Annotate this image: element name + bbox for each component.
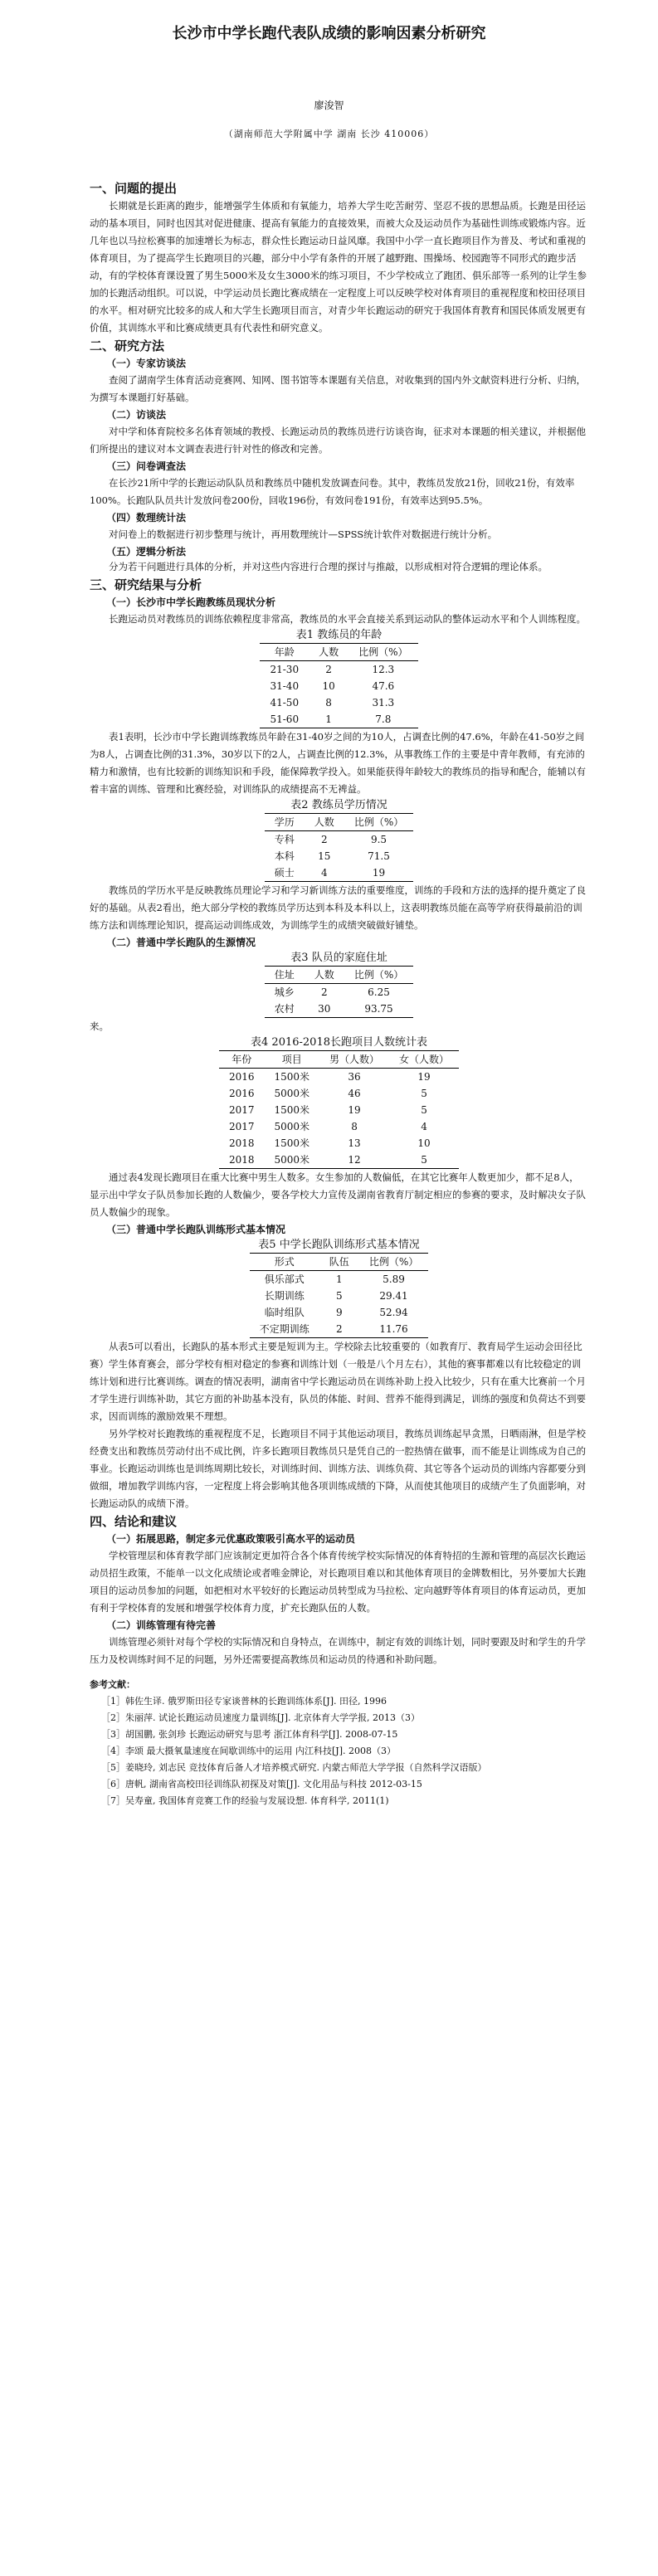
subsection-heading: （一）拓展思路，制定多元优惠政策吸引高水平的运动员 [106,1533,356,1545]
paragraph: 学校管理层和体育教学部门应该制定更加符合各个体育传统学校实际情况的体育特招的生源和管理的高层次长跑运动员招生政策，不能单一以文化成绩论或者唯金牌论，对长跑项目难以和其他体育项目的金牌数相比，另外要加大长跑项目的运动员参加的问题，如把相对水平较好的长跑运动员转型成为马拉松、定向越野等体育项目的体育运动员，更加有利于学校体育的发展和增强学校体育力度，扩充长跑队伍的人数。 [90,1550,586,1614]
table-cell: 31-40 [270,680,300,692]
table-caption: 表2 教练员学历情况 [290,799,387,811]
table-cell: 6.25 [368,986,390,998]
table-caption: 表4 2016-2018长跑项目人数统计表 [251,1036,427,1049]
reference-item: ［6］唐帆, 湖南省高校田径训练队初探及对策[J]. 文化用品与科技 2012-03-15 [101,1779,422,1790]
paragraph: 通过表4发现长跑项目在重大比赛中男生人数多。女生参加的人数偏低，在其它比赛年人数更加少，都不足8人，显示出中学女子队员参加长跑的人数偏少，要各学校大力宣传及湖南省教育厅制定相应的参赛的要求，及时解决女子队员人数偏少的现象。 [90,1171,586,1218]
table-participants-2016-2018 [219,1050,459,1169]
table-cell: 9.5 [370,834,387,845]
table-caption: 表1 教练员的年龄 [295,629,383,641]
table-header: 形式 [250,1254,319,1271]
table-cell: 19 [344,864,413,882]
paragraph: 教练员的学历水平是反映教练员理论学习和学习新训练方法的重要维度，训练的手段和方法的选择的提升奠定了良好的基础。从表2看出，绝大部分学校的教练员学历达到本科及本科以上，这表明教练员能在高等学府获得最前沿的训练方法和训练理论知识，提高运动训练成效，为训练学生的成绩突破做好铺垫。 [90,884,586,931]
table-header: 比例（%） [348,644,417,661]
table-cell: 93.75 [344,1001,413,1018]
reference-item: ［3］胡国鹏, 张剑珍 长跑运动研究与思考 浙江体育科学[J]. 2008-07-15 [101,1729,398,1740]
table-cell: 19 [348,1104,361,1116]
table-header: 比例（%） [344,967,413,984]
table-home-address [265,966,413,1018]
table-cell: 本科 [274,850,295,862]
author-name: 廖浚智 [314,100,344,111]
table-cell: 29.41 [379,1290,408,1302]
reference-item: ［7］吴寿童, 我国体育竞赛工作的经验与发展设想. 体育科学, 2011(1) [101,1795,389,1806]
paragraph: 表1表明，长沙市中学长跑训练教练员年龄在31-40岁之间的为10人，占调查比例的47.6%，年龄在41-50岁之间为8人，占调查比例的31.3%，30岁以下的2人，占调查比例的12.3%，从事教练工作的主要是中青年教师，有充沛的精力和激情，也有比较新的训练知识和手段，能保障教学投入。如果能获得年龄较大的教练员的指导和配合，能辅以有着丰富的训练、管理和比赛经验，对训练队的成绩提高不无裨益。 [90,731,586,795]
table-cell: 21-30 [270,664,300,675]
table-cell: 2 [319,1321,359,1338]
table-cell: 1 [309,711,348,728]
subsection-heading: （二）训练管理有待完善 [106,1619,217,1631]
table-cell: 10 [417,1137,431,1149]
table-cell: 1 [335,1273,343,1285]
section-heading: 四、结论和建议 [90,1514,178,1529]
subsection-heading: （一）长沙市中学长跑教练员现状分析 [106,597,276,608]
paragraph: 训练管理必须针对每个学校的实际情况和自身特点，在训练中，制定有效的训练计划，同时要跟及时和学生的升学压力及校训练时间不足的问题，另外还需要提高教练员和运动员的待遇和补助问题。 [90,1636,586,1665]
table-cell: 2 [320,834,328,845]
subsection-heading: （二）访谈法 [106,409,167,421]
table-cell: 5.89 [383,1273,405,1285]
paragraph: 从表5可以看出，长跑队的基本形式主要是短训为主。学校除去比较重要的（如教育厅、教育局学生运动会田径比赛）学生体育赛会，部分学校有相对稳定的参赛和训练计划（一般是八个月左右），其他的赛事都难以有比较稳定的训练计划和进行比赛训练。调查的情况表明，湖南省中学长跑运动员在训练补助上投入比较少，只有在重大比赛前一个月才学生进行训练补助，其它方面的补助基本没有，队员的体能、时间、营养不能得到满足，训练的强度和负荷达不到要求，因而训练的激励效果不理想。 [90,1341,586,1422]
table-row [260,711,417,728]
table-cell: 5 [389,1152,459,1169]
table-cell: 不定期训练 [250,1321,319,1338]
table-cell: 2017 [228,1104,255,1116]
table-row [265,831,413,849]
table-row [219,1085,459,1102]
table-caption: 表5 中学长跑队训练形式基本情况 [258,1239,420,1251]
table-cell: 51-60 [260,711,309,728]
table-row [265,864,413,882]
table-cell: 9 [335,1307,343,1318]
table-cell: 专科 [274,834,295,845]
table-cell: 4 [305,864,344,882]
table-cell: 5 [421,1104,427,1116]
table-cell: 12.3 [372,664,395,675]
table-cell: 2018 [219,1152,265,1169]
table-cell: 俱乐部式 [264,1273,305,1285]
table-cell: 1500米 [274,1104,310,1116]
table-header: 女（人数） [389,1051,459,1069]
table-cell: 15 [318,850,331,862]
table-cell: 10 [322,680,335,692]
table-row [265,1001,413,1018]
table-cell: 8 [325,697,332,709]
table-cell: 5000米 [274,1121,310,1132]
table-cell: 36 [348,1071,361,1083]
paper-page [0,22,658,2576]
subsection-heading: （三）问卷调查法 [106,460,187,472]
table-cell: 71.5 [368,850,390,862]
table-cell: 2 [325,664,332,675]
paragraph: 长期就是长距离的跑步，能增强学生体质和有氧能力，培养大学生吃苦耐劳、坚忍不拔的思想品质。长跑是田径运动的基本项目，同时也因其对促进健康、提高有氧能力的直接效果，而被大众及运动员作为基础性训练或锻炼内容。近几年也以马拉松赛事的加速增长为标志，群众性长跑运动日益风靡。我国中小学一直长跑项目作为普及、考试和重视的体育项目，为了提高学生长跑项目的兴趣，部分中小学有条件的开展了越野跑、围操场、校园跑等不同形式的跑步活动，有的学校体育课设置了男生5000米及女生3000米的练习项目，不少学校成立了跑团、俱乐部等一系列的让学生参加的长跑活动组织。可以说，中学运动员长跑比赛成绩在一定程度上可以反映学校对体育项目的重视程度和校田径项目的水平。相对研究比较多的成人和大学生长跑项目而言，对青少年长跑运动的研究于我国体育教育和国民体质发展更有价值，其训练水平和比赛成绩更具有代表性和研究意义。 [90,200,587,334]
subsection-heading: （四）数理统计法 [106,512,187,523]
paragraph: 对中学和体育院校多名体育领域的教授、长跑运动员的教练员进行访谈咨询，征求对本课题的相关建议，并根据他们所提出的建议对本文调查表进行针对性的修改和完善。 [90,426,586,455]
table-header: 年份 [219,1051,265,1069]
table-header: 项目 [264,1051,319,1069]
paragraph: 长跑运动员对教练员的训练依赖程度非常高，教练员的水平会直接关系到运动队的整体运动水平和个人训练程度。 [109,613,586,625]
table-cell: 5000米 [264,1152,319,1169]
table-cell: 41-50 [270,697,300,709]
paper-body [90,179,588,1809]
table-header: 男（人数） [319,1051,389,1069]
section-heading: 二、研究方法 [90,338,165,353]
subsection-heading: （五）逻辑分析法 [106,546,187,558]
table-cell: 2016 [228,1071,255,1083]
table-training-format [250,1253,428,1338]
table-row [260,661,417,679]
table-header: 人数 [305,814,344,831]
table-cell: 2016 [228,1088,255,1099]
table-row [250,1321,428,1338]
table-cell: 2017 [228,1121,255,1132]
table-cell: 1500米 [274,1137,310,1149]
table-header: 年龄 [260,644,309,661]
table-row [250,1304,428,1321]
paragraph: 另外学校对长跑教练的重视程度不足，长跑项目不同于其他运动项目，教练员训练起早贪黑，日晒雨淋，但是学校经费支出和教练员劳动付出不成比例，许多长跑项目教练员只是凭自己的一腔热情在做事，而不能是让训练成为自己的事业。长跑运动训练也是训练周期比较长，对训练时间、训练方法、训练负荷、其它等各个运动员的训练内容都要分到做细，增加教学训练内容，一定程度上将会影响其他各项训练成绩的下降，从而使其他项目的成绩产生了负面影响，对长跑运动队的成绩下滑。 [90,1428,586,1509]
paragraph: 分为若干问题进行具体的分析，并对这些内容进行合理的探讨与推敲，以形成相对符合逻辑的理论体系。 [109,561,548,572]
table-header: 比例（%） [359,1254,428,1271]
paragraph: 对问卷上的数据进行初步整理与统计，再用数理统计—SPSS统计软件对数据进行统计分析。 [109,528,498,540]
table-coach-age [260,643,417,728]
table-row [265,848,413,864]
table-cell: 2 [320,986,328,998]
table-caption: 表3 队员的家庭住址 [290,952,387,964]
table-row [219,1118,459,1135]
table-cell: 5000米 [274,1088,310,1099]
reference-item: ［1］韩佐生译. 俄罗斯田径专家谈普林的长跑训练体系[J]. 田径, 1996 [101,1696,387,1707]
reference-item: ［5］姜晓玲, 刘志民 竞技体育后备人才培养模式研究. 内蒙古师范大学学报（自然科学汉语版） [101,1762,487,1773]
table-cell: 13 [348,1137,361,1149]
table-header: 人数 [305,967,344,984]
table-header: 队伍 [319,1254,359,1271]
table-row [219,1102,459,1118]
table-header: 学历 [265,814,305,831]
table-cell: 城乡 [274,986,295,998]
table-cell: 5 [421,1088,427,1099]
table-row [219,1135,459,1152]
subsection-heading: （一）专家访谈法 [106,358,187,369]
references-heading: 参考文献： [90,1679,135,1690]
table-cell: 11.76 [359,1321,428,1338]
table-cell: 19 [417,1071,431,1083]
table-header: 人数 [309,644,348,661]
table-row [260,678,417,694]
paragraph: 查阅了湖南学生体育活动竞赛网、知网、图书馆等本课题有关信息，对收集到的国内外文献资料进行分析、归纳，为撰写本课题打好基础。 [90,374,586,403]
paragraph: 来。 [90,1020,109,1032]
table-cell: 31.3 [372,697,395,709]
table-cell: 2018 [228,1137,255,1149]
table-cell: 52.94 [379,1307,408,1318]
table-row [250,1288,428,1304]
table-cell: 1500米 [274,1071,310,1083]
subsection-heading: （三）普通中学长跑队训练形式基本情况 [106,1224,286,1235]
table-row [260,694,417,711]
table-row [250,1271,428,1288]
table-cell: 硕士 [265,864,305,882]
references [90,1677,588,1809]
section-heading: 一、问题的提出 [90,181,178,196]
table-cell: 7.8 [348,711,417,728]
table-cell: 长期训练 [264,1290,305,1302]
table-header: 住址 [265,967,305,984]
table-header: 比例（%） [344,814,413,831]
table-cell: 46 [348,1088,361,1099]
table-cell: 8 [351,1121,358,1132]
subsection-heading: （二）普通中学长跑队的生源情况 [106,937,256,948]
table-row [219,1152,459,1169]
table-row [219,1069,459,1086]
reference-item: ［2］朱丽萍. 试论长跑运动员速度力量训练[J]. 北京体育大学学报, 2013（3） [101,1712,420,1723]
table-cell: 农村 [265,1001,305,1018]
author-affiliation: （湖南师范大学附属中学 湖南 长沙 410006） [223,129,435,139]
table-cell: 30 [305,1001,344,1018]
table-cell: 47.6 [372,680,395,692]
table-cell: 临时组队 [264,1307,305,1318]
section-heading: 三、研究结果与分析 [90,577,202,592]
paragraph: 在长沙21所中学的长跑运动队队员和教练员中随机发放调查问卷。其中，教练员发放21份，回收21份，有效率100%。长跑队队员共计发放问卷200份，回收196份，有效问卷191份，有效率达到95.5%。 [90,477,575,506]
table-row [265,984,413,1001]
table-cell: 12 [319,1152,389,1169]
table-coach-education [265,813,413,882]
paper-title: 长沙市中学长跑代表队成绩的影响因素分析研究 [172,25,486,42]
table-cell: 4 [421,1121,427,1132]
table-cell: 5 [335,1290,343,1302]
reference-item: ［4］李颂 最大摄氧量速度在间歇训练中的运用 内江科技[J]. 2008（3） [101,1746,396,1756]
